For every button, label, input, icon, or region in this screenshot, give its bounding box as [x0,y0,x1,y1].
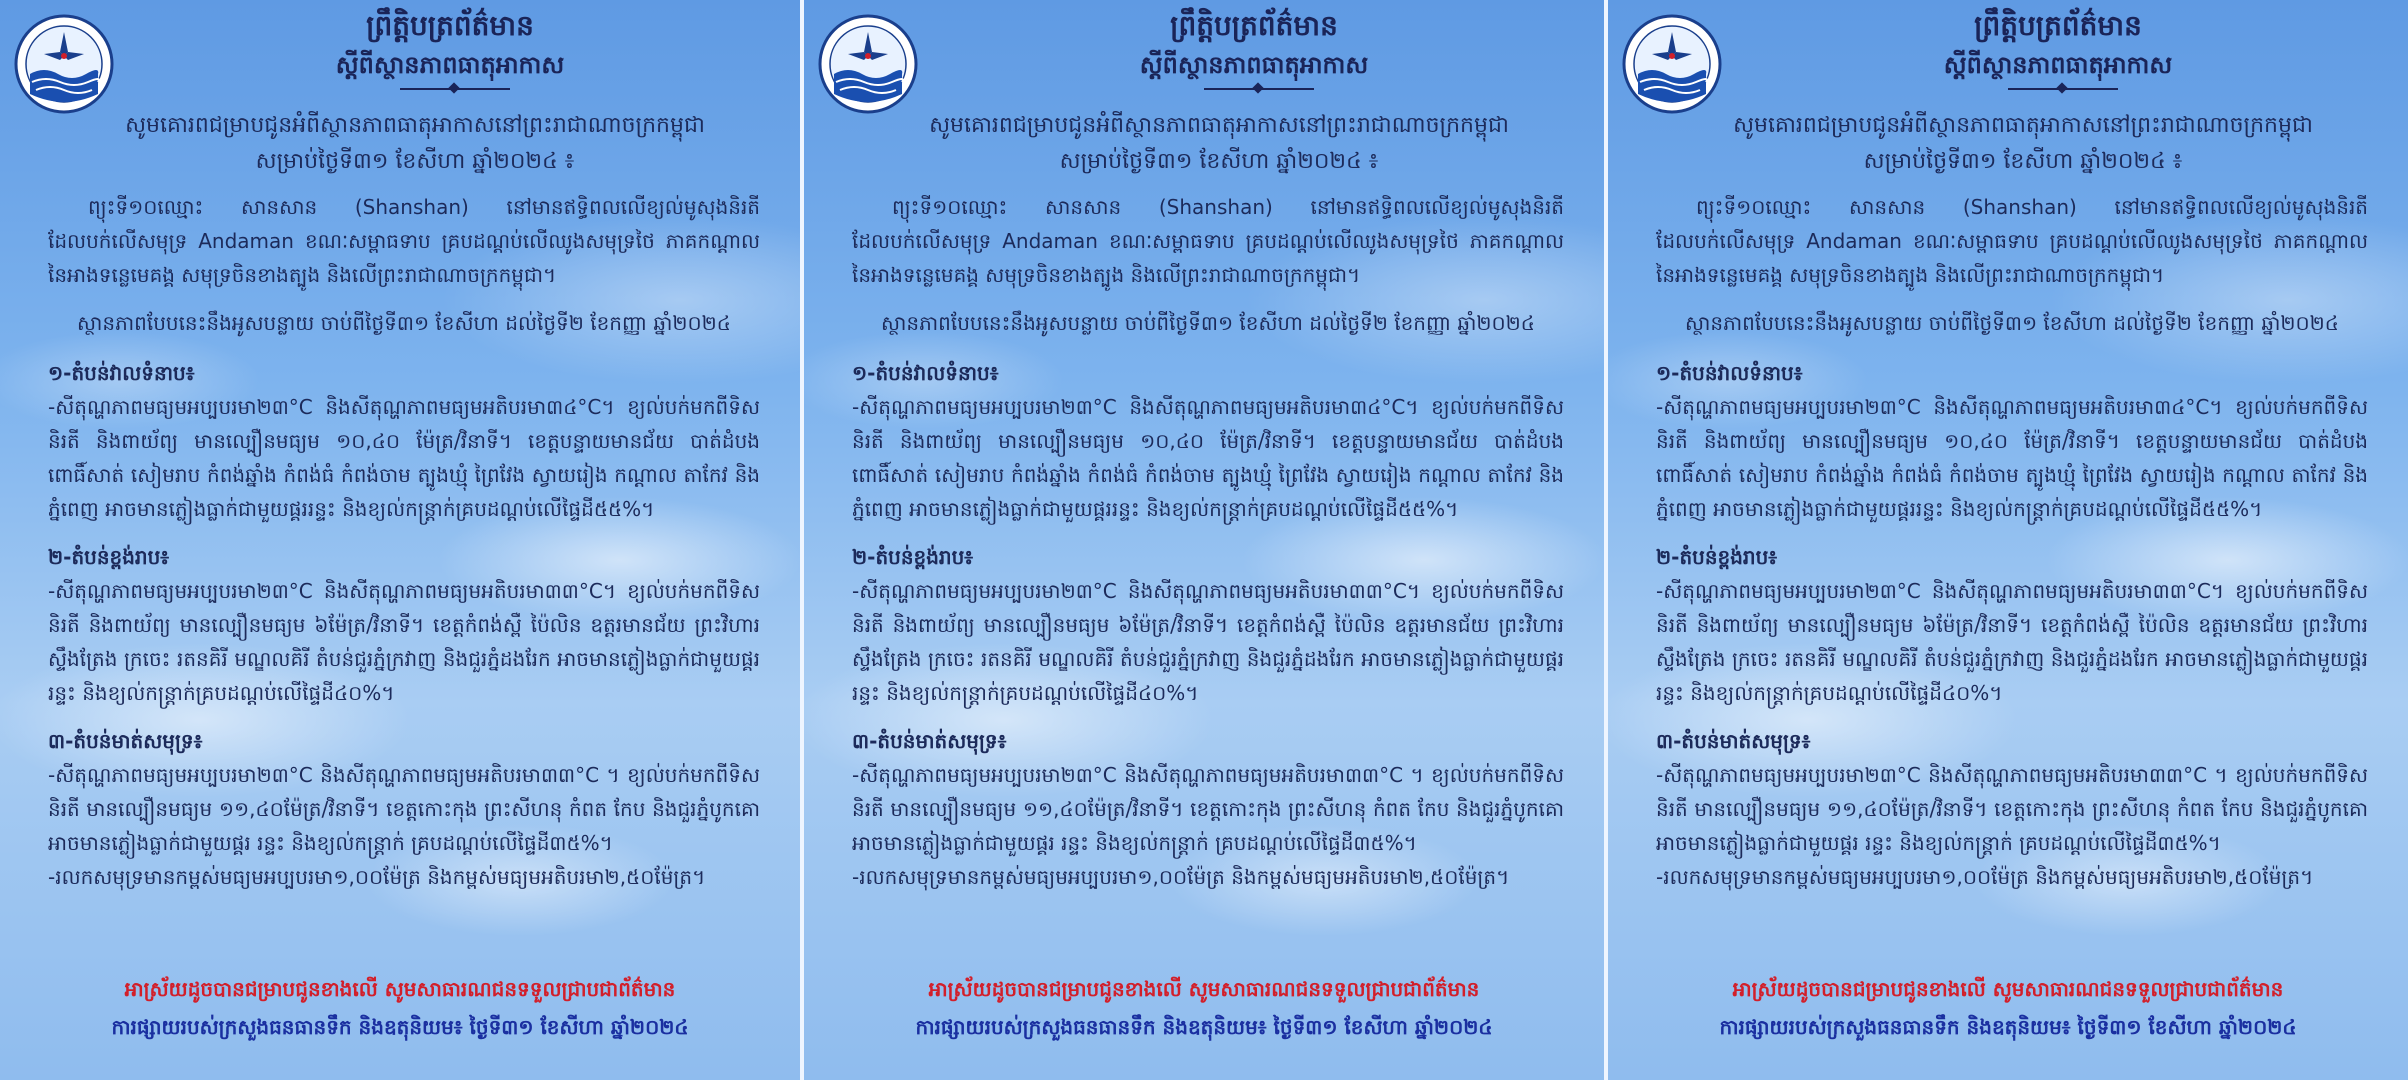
bulletin-panel-3 [1604,0,2408,1080]
footer-source: ការផ្សាយរបស់ក្រសួងធនធានទឹក និងឧតុនិយម៖ ថ្ងៃទី៣១ ខែសីហា ឆ្នាំ២០២៤ [111,1015,689,1039]
section-3-text: -សីតុណ្ហភាពមធ្យមអប្បបរមា២៣°C និងសីតុណ្ហភាពមធ្យមអតិបរមា៣៣°C ។ ខ្យល់បក់មកពីទិសនិរតី មានល្បឿនមធ្យម ១១,៤០ម៉ែត្រ/វិនាទី។ ខេត្តកោះកុង ព្រះសីហនុ កំពត កែប និងជួរភ្នំបូកគោ អាចមានភ្លៀងធ្លាក់ជាមួយផ្គរ រន្ទះ និងខ្យល់កន្ត្រាក់ គ្របដណ្តប់លើផ្ទៃដី៣៥%។ [48,763,760,855]
section-3-text: -សីតុណ្ហភាពមធ្យមអប្បបរមា២៣°C និងសីតុណ្ហភាពមធ្យមអតិបរមា៣៣°C ។ ខ្យល់បក់មកពីទិសនិរតី មានល្បឿនមធ្យម ១១,៤០ម៉ែត្រ/វិនាទី។ ខេត្តកោះកុង ព្រះសីហនុ កំពត កែប និងជួរភ្នំបូកគោ អាចមានភ្លៀងធ្លាក់ជាមួយផ្គរ រន្ទះ និងខ្យល់កន្ត្រាក់ គ្របដណ្តប់លើផ្ទៃដី៣៥%។ [852,763,1564,855]
bulletin-title: ព្រឹត្តិបត្រព័ត៌មាន [1974,9,2142,42]
bulletin-intro [1668,108,2378,180]
bulletin-body [852,190,1564,908]
bulletin-panel-2 [800,0,1604,1080]
section-3-wave-text: -រលកសមុទ្រមានកម្ពស់មធ្យមអប្បបរមា១,០០ម៉ែត្រ និងកម្ពស់មធ្យមអតិបរមា២,៥០ម៉ែត្រ។ [48,865,706,889]
bulletin-title: ព្រឹត្តិបត្រព័ត៌មាន [366,9,534,42]
intro-line-1: សូមគោរពជម្រាបជូនអំពីស្ថានភាពធាតុអាកាសនៅព្រះរាជាណាចក្រកម្ពុជា [125,113,705,138]
bulletin-body [1656,190,2368,908]
bulletin-subtitle: ស្តីពីស្ថានភាពធាតុអាកាស [1943,51,2173,79]
title-ornament [400,88,510,90]
section-1-text: -សីតុណ្ហភាពមធ្យមអប្បបរមា២៣°C និងសីតុណ្ហភាពមធ្យមអតិបរមា៣៤°C។ ខ្យល់បក់មកពីទិសនិរតី និងពាយ័ព្យ មានល្បឿនមធ្យម ១០,៤០ ម៉ែត្រ/វិនាទី។ ខេត្តបន្ទាយមានជ័យ បាត់ដំបង ពោធិ៍សាត់ សៀមរាប កំពង់ឆ្នាំង កំពង់ធំ កំពង់ចាម ត្បូងឃ្មុំ ព្រៃវែង ស្វាយរៀង កណ្តាល តាកែវ និងភ្នំពេញ អាចមានភ្លៀងធ្លាក់ជាមួយផ្គររន្ទះ និងខ្យល់កន្ត្រាក់គ្របដណ្តប់លើផ្ទៃដី៥៥%។ [48,395,760,521]
section-2-text: -សីតុណ្ហភាពមធ្យមអប្បបរមា២៣°C និងសីតុណ្ហភាពមធ្យមអតិបរមា៣៣°C។ ខ្យល់បក់មកពីទិសនិរតី និងពាយ័ព្យ មានល្បឿនមធ្យម ៦ម៉ែត្រ/វិនាទី។ ខេត្តកំពង់ស្ពឺ ប៉ៃលិន ឧត្តរមានជ័យ ព្រះវិហារ ស្ទឹងត្រែង ក្រចេះ រតនគិរី មណ្ឌលគិរី តំបន់ជួរភ្នំក្រវាញ និងជួរភ្នំដងរែក អាចមានភ្លៀងធ្លាក់ជាមួយផ្គរ រន្ទះ និងខ្យល់កន្ត្រាក់គ្របដណ្តប់លើផ្ទៃដី៤០%។ [852,579,1564,705]
footer-source: ការផ្សាយរបស់ក្រសួងធនធានទឹក និងឧតុនិយម៖ ថ្ងៃទី៣១ ខែសីហា ឆ្នាំ២០២៤ [1719,1015,2297,1039]
intro-line-2: សម្រាប់ថ្ងៃទី៣១ ខែសីហា ឆ្នាំ២០២៤ ៖ [1059,149,1379,174]
section-3-wave-text: -រលកសមុទ្រមានកម្ពស់មធ្យមអប្បបរមា១,០០ម៉ែត្រ និងកម្ពស់មធ្យមអតិបរមា២,៥០ម៉ែត្រ។ [1656,865,2314,889]
footer-warning: អាស្រ័យដូចបានជម្រាបជូនខាងលើ សូមសាធារណជនទទួលជ្រាបជាព័ត៌មាន [928,977,1480,1001]
section-3-title: ៣-តំបន់មាត់សមុទ្រ៖ [1656,729,1811,753]
bulletin-body [48,190,760,908]
duration-line: ស្ថានភាពបែបនេះនឹងអូសបន្លាយ ចាប់ពីថ្ងៃទី៣១ ខែសីហា ដល់ថ្ងៃទី២ ខែកញ្ញា ឆ្នាំ២០២៤ [77,311,731,335]
intro-line-2: សម្រាប់ថ្ងៃទី៣១ ខែសីហា ឆ្នាំ២០២៤ ៖ [255,149,575,174]
section-1-text: -សីតុណ្ហភាពមធ្យមអប្បបរមា២៣°C និងសីតុណ្ហភាពមធ្យមអតិបរមា៣៤°C។ ខ្យល់បក់មកពីទិសនិរតី និងពាយ័ព្យ មានល្បឿនមធ្យម ១០,៤០ ម៉ែត្រ/វិនាទី។ ខេត្តបន្ទាយមានជ័យ បាត់ដំបង ពោធិ៍សាត់ សៀមរាប កំពង់ឆ្នាំង កំពង់ធំ កំពង់ចាម ត្បូងឃ្មុំ ព្រៃវែង ស្វាយរៀង កណ្តាល តាកែវ និងភ្នំពេញ អាចមានភ្លៀងធ្លាក់ជាមួយផ្គររន្ទះ និងខ្យល់កន្ត្រាក់គ្របដណ្តប់លើផ្ទៃដី៥៥%។ [1656,395,2368,521]
section-2-title: ២-តំបន់ខ្ពង់រាប៖ [1656,545,1778,569]
section-1-title: ១-តំបន់វាលទំនាប៖ [852,361,999,385]
bulletin-subtitle: ស្តីពីស្ថានភាពធាតុអាកាស [1139,51,1369,79]
intro-line-2: សម្រាប់ថ្ងៃទី៣១ ខែសីហា ឆ្នាំ២០២៤ ៖ [1863,149,2183,174]
bulletin-intro [864,108,1574,180]
section-3-text: -សីតុណ្ហភាពមធ្យមអប្បបរមា២៣°C និងសីតុណ្ហភាពមធ្យមអតិបរមា៣៣°C ។ ខ្យល់បក់មកពីទិសនិរតី មានល្បឿនមធ្យម ១១,៤០ម៉ែត្រ/វិនាទី។ ខេត្តកោះកុង ព្រះសីហនុ កំពត កែប និងជួរភ្នំបូកគោ អាចមានភ្លៀងធ្លាក់ជាមួយផ្គរ រន្ទះ និងខ្យល់កន្ត្រាក់ គ្របដណ្តប់លើផ្ទៃដី៣៥%។ [1656,763,2368,855]
bulletin-intro [60,108,770,180]
section-2-title: ២-តំបន់ខ្ពង់រាប៖ [852,545,974,569]
section-2-text: -សីតុណ្ហភាពមធ្យមអប្បបរមា២៣°C និងសីតុណ្ហភាពមធ្យមអតិបរមា៣៣°C។ ខ្យល់បក់មកពីទិសនិរតី និងពាយ័ព្យ មានល្បឿនមធ្យម ៦ម៉ែត្រ/វិនាទី។ ខេត្តកំពង់ស្ពឺ ប៉ៃលិន ឧត្តរមានជ័យ ព្រះវិហារ ស្ទឹងត្រែង ក្រចេះ រតនគិរី មណ្ឌលគិរី តំបន់ជួរភ្នំក្រវាញ និងជួរភ្នំដងរែក អាចមានភ្លៀងធ្លាក់ជាមួយផ្គរ រន្ទះ និងខ្យល់កន្ត្រាក់គ្របដណ្តប់លើផ្ទៃដី៤០%។ [48,579,760,705]
bulletin-subtitle: ស្តីពីស្ថានភាពធាតុអាកាស [335,51,565,79]
section-3-wave-text: -រលកសមុទ្រមានកម្ពស់មធ្យមអប្បបរមា១,០០ម៉ែត្រ និងកម្ពស់មធ្យមអតិបរមា២,៥០ម៉ែត្រ។ [852,865,1510,889]
footer-warning: អាស្រ័យដូចបានជម្រាបជូនខាងលើ សូមសាធារណជនទទួលជ្រាបជាព័ត៌មាន [1732,977,2284,1001]
title-ornament [1204,88,1314,90]
section-2-text: -សីតុណ្ហភាពមធ្យមអប្បបរមា២៣°C និងសីតុណ្ហភាពមធ្យមអតិបរមា៣៣°C។ ខ្យល់បក់មកពីទិសនិរតី និងពាយ័ព្យ មានល្បឿនមធ្យម ៦ម៉ែត្រ/វិនាទី។ ខេត្តកំពង់ស្ពឺ ប៉ៃលិន ឧត្តរមានជ័យ ព្រះវិហារ ស្ទឹងត្រែង ក្រចេះ រតនគិរី មណ្ឌលគិរី តំបន់ជួរភ្នំក្រវាញ និងជួរភ្នំដងរែក អាចមានភ្លៀងធ្លាក់ជាមួយផ្គរ រន្ទះ និងខ្យល់កន្ត្រាក់គ្របដណ្តប់លើផ្ទៃដី៤០%។ [1656,579,2368,705]
footer-warning: អាស្រ័យដូចបានជម្រាបជូនខាងលើ សូមសាធារណជនទទួលជ្រាបជាព័ត៌មាន [124,977,676,1001]
storm-paragraph: ព្យុះទី១០ឈ្មោះ សានសាន (Shanshan) នៅមានឥទ្ធិពលលើខ្យល់មូសុងនិរតី ដែលបក់លើសមុទ្រ Andaman ខណៈសម្ពាធទាប គ្របដណ្តប់លើឈូងសមុទ្រថៃ ភាគកណ្តាលនៃអាងទន្លេមេគង្គ សមុទ្រចិនខាងត្បូង និងលើព្រះរាជាណាចក្រកម្ពុជា។ [48,195,760,287]
bulletin-panel-1 [0,0,800,1080]
section-1-text: -សីតុណ្ហភាពមធ្យមអប្បបរមា២៣°C និងសីតុណ្ហភាពមធ្យមអតិបរមា៣៤°C។ ខ្យល់បក់មកពីទិសនិរតី និងពាយ័ព្យ មានល្បឿនមធ្យម ១០,៤០ ម៉ែត្រ/វិនាទី។ ខេត្តបន្ទាយមានជ័យ បាត់ដំបង ពោធិ៍សាត់ សៀមរាប កំពង់ឆ្នាំង កំពង់ធំ កំពង់ចាម ត្បូងឃ្មុំ ព្រៃវែង ស្វាយរៀង កណ្តាល តាកែវ និងភ្នំពេញ អាចមានភ្លៀងធ្លាក់ជាមួយផ្គររន្ទះ និងខ្យល់កន្ត្រាក់គ្របដណ្តប់លើផ្ទៃដី៥៥%។ [852,395,1564,521]
storm-paragraph: ព្យុះទី១០ឈ្មោះ សានសាន (Shanshan) នៅមានឥទ្ធិពលលើខ្យល់មូសុងនិរតី ដែលបក់លើសមុទ្រ Andaman ខណៈសម្ពាធទាប គ្របដណ្តប់លើឈូងសមុទ្រថៃ ភាគកណ្តាលនៃអាងទន្លេមេគង្គ សមុទ្រចិនខាងត្បូង និងលើព្រះរាជាណាចក្រកម្ពុជា។ [852,195,1564,287]
duration-line: ស្ថានភាពបែបនេះនឹងអូសបន្លាយ ចាប់ពីថ្ងៃទី៣១ ខែសីហា ដល់ថ្ងៃទី២ ខែកញ្ញា ឆ្នាំ២០២៤ [1685,311,2339,335]
section-1-title: ១-តំបន់វាលទំនាប៖ [1656,361,1803,385]
duration-line: ស្ថានភាពបែបនេះនឹងអូសបន្លាយ ចាប់ពីថ្ងៃទី៣១ ខែសីហា ដល់ថ្ងៃទី២ ខែកញ្ញា ឆ្នាំ២០២៤ [881,311,1535,335]
footer-source: ការផ្សាយរបស់ក្រសួងធនធានទឹក និងឧតុនិយម៖ ថ្ងៃទី៣១ ខែសីហា ឆ្នាំ២០២៤ [915,1015,1493,1039]
intro-line-1: សូមគោរពជម្រាបជូនអំពីស្ថានភាពធាតុអាកាសនៅព្រះរាជាណាចក្រកម្ពុជា [929,113,1509,138]
section-1-title: ១-តំបន់វាលទំនាប៖ [48,361,195,385]
section-3-title: ៣-តំបន់មាត់សមុទ្រ៖ [852,729,1007,753]
intro-line-1: សូមគោរពជម្រាបជូនអំពីស្ថានភាពធាតុអាកាសនៅព្រះរាជាណាចក្រកម្ពុជា [1733,113,2313,138]
section-3-title: ៣-តំបន់មាត់សមុទ្រ៖ [48,729,203,753]
title-ornament [2008,88,2118,90]
section-2-title: ២-តំបន់ខ្ពង់រាប៖ [48,545,170,569]
storm-paragraph: ព្យុះទី១០ឈ្មោះ សានសាន (Shanshan) នៅមានឥទ្ធិពលលើខ្យល់មូសុងនិរតី ដែលបក់លើសមុទ្រ Andaman ខណៈសម្ពាធទាប គ្របដណ្តប់លើឈូងសមុទ្រថៃ ភាគកណ្តាលនៃអាងទន្លេមេគង្គ សមុទ្រចិនខាងត្បូង និងលើព្រះរាជាណាចក្រកម្ពុជា។ [1656,195,2368,287]
bulletin-title: ព្រឹត្តិបត្រព័ត៌មាន [1170,9,1338,42]
